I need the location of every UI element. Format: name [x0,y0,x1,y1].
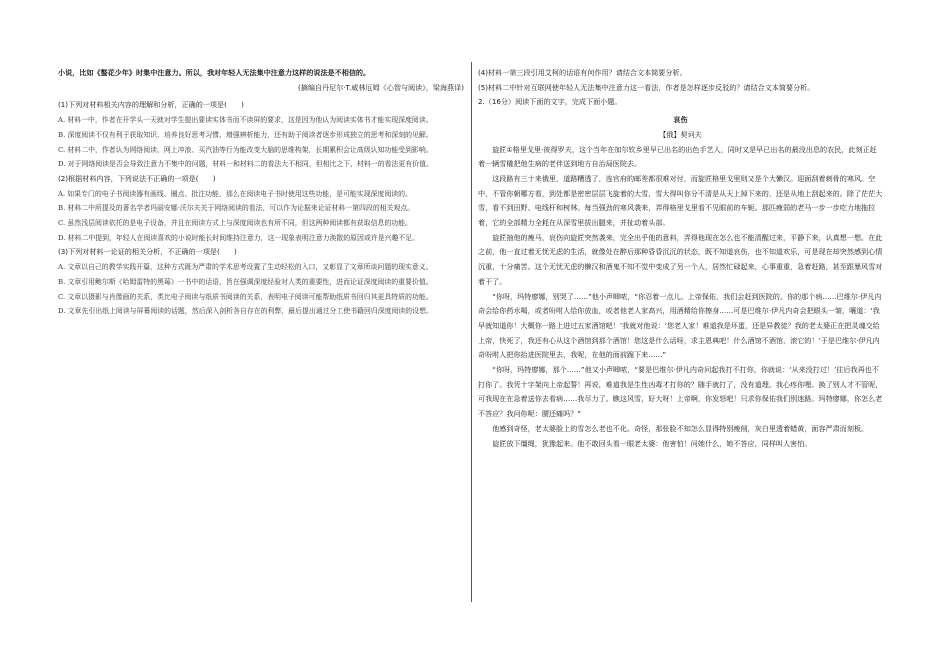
question-3-option-a: A. 文章以自己的教学实践开篇，这种方式既为严肃的学术思考设置了生动轻松的入口，又彰显了文章所谈问题的现实意义。 [58,263,433,272]
story-paragraph: 旋匠①格里戈里·彼得罗夫，这个当年在加尔钦乡里早已出名的出色手艺人，同时又是早已出名的最没出息的农民，此刻正赶着一辆雪橇把他生病的老伴送到地方自治局医院去。 [478,144,877,169]
question-1-option-a: A. 材料一中，作者在开学头一天就对学生提出要读实体书而不读屏的要求，这是因为他认为阅读实体书才能实现深度阅读。 [58,116,433,125]
question-3-option-d: D. 文章先引出纸上阅读与屏幕阅读的话题，然后深入剖析各自存在的利弊，最后提出通过分工使书籍回归深度阅读的设想。 [58,307,433,316]
left-column [58,66,464,319]
story-paragraph: 旋匠放下缰绳，犹豫起来。他不敢回头看一眼老太婆：他害怕！问她什么，她不答应，同样叫人害怕。 [492,438,812,448]
question-2-option-c: C. 虽然浅层阅读依托的是电子设备，并且在阅读方式上与深度阅读也有所不同，但这两种阅读都有获取信息的功能。 [58,219,412,228]
question-3-stem: (3)下列对材料一论证的相关分析，不正确的一项是( ) [58,247,237,257]
question-2-option-a: A. 如果专门的电子书阅读器有画线、圈点、批注功能，那么在阅读电子书时使用这些功能，是可能实现深度阅读的。 [58,189,412,198]
question-1-option-b: B. 深度阅读不仅有利于获取知识、培养良好思考习惯、增强辨析能力，还有助于阅读者逐步形成独立的思考和深刻的见解。 [58,130,433,139]
question-3-option-b: B. 文章引用鲍尔斯《哈姆雷特的黑莓》一书中的话语，旨在强调深度经验对人类的重要性，进而论证深度阅读的重要价值。 [58,277,433,286]
question-1-stem: (1)下列对材料相关内容的理解和分析，正确的一项是( ) [58,100,244,110]
question-5: (5)材料二中针对互联网使年轻人无法集中注意力这一看法，作者是怎样逐步反驳的？请结合文本简要分析。 [478,82,815,92]
story-paragraph: “你呀，玛特廖娜，那个……”他又小声唧哝，“要是巴维尔·伊凡内奇问起我打不打你，你就说：‘从来没打过！’往后我再也不打你了。我凭十字架向上帝起誓！再说，难道我是生性凶毒才打你的？随手就打了，没有道理。我心疼你哩。换了别人才不管呢，可我现在在急着送你去看病……我尽力了。瞧这风雪，好大呀！上帝啊，你发怒吧！只求你保佑我们别迷路。玛特廖娜，你怎么老不答应？我问你呢：腰还痛吗？” [478,365,883,419]
story-author: 【俄】契诃夫 [659,129,702,139]
question-3-option-c: C. 文章以摄影与肖像画的关系，类比电子阅读与纸质书阅读的关系，表明电子阅读可能帮助纸质书回归其更具特质的功能。 [58,292,433,301]
section-2-heading: 2.（16分）阅读下面的文字，完成下面小题。 [478,97,622,107]
story-title: 哀伤 [673,115,688,125]
question-2-stem: (2)根据材料内容，下列说法不正确的一项是( ) [58,173,216,183]
source-citation: (摘编自丹尼尔·T.威林厄姆《心智与阅读》，梁海燕译) [297,82,464,92]
question-2-option-b: B. 材料二中所提及的著名学者玛丽安娜·沃尔夫关于网络阅读的看法，可以作为论据来论证材料一第四段的相关观点。 [58,204,415,213]
column-divider [471,62,472,602]
story-paragraph: 他感到奇怪，老太婆脸上的雪怎么老也不化。奇怪，那张脸不知怎么显得特别瘦削，灰白里透着蜡黄，面容严肃而刻板。 [492,423,869,433]
story-paragraph: 这段路有三十来俄里，道路糟透了，连官府的邮差都很难对付，而旋匠格里戈里则又是个大懒汉。迎面刮着刺骨的寒风。空中，不管你朝哪方看，到处都是密密层层飞旋着的大雪，雪大得叫你分不清是从天上掉下来的，还是从地上刮起来的。除了茫茫大雪，看不到田野、电线杆和树林。每当强劲的寒风袭来，弄得格里戈里看不见眼前的车轭。那匹瘦弱的老马一步一步吃力地拖拉着，它的全部精力全耗在从深雪里拔出腿来，并扯动着头部。 [478,173,883,228]
question-1-option-c: C. 材料二中，作者认为网络阅读、网上冲浪、买汽油等行为能改变大脑的思维构架，长期累积会让高级认知功能受到影响。 [58,145,433,154]
question-1-option-d: D. 对于网络阅读是否会导致注意力不集中的问题，材料一和材料二的看法大不相同，但相比之下，材料一的看法更有价值。 [58,160,433,169]
question-2-option-d: D. 材料二中提到，年轻人在阅读喜欢的小说时能长时间维持注意力，这一现象表明注意力涣散的原因或许是兴趣不足。 [58,233,420,242]
intro-line: 小说，比如《螯花少年》时集中注意力。所以，我对年轻人无法集中注意力这样的说法是不相信的。 [58,68,371,77]
right-column [478,66,883,451]
story-paragraph: 旋匠抽他的瘦马，哀伤向旋匠突然袭来，完全出乎他的意料，弄得他现在怎么也不能清醒过来，平静下来，认真想一想。在此之前，他一直过着无忧无虑的生活，就像处在醉后那种昏昏沉沉的状态，既不知道哀伤，也不知道欢乐，可是现在却突然感到心情沉重，十分痛苦。这个无忧无虑的懒汉和酒鬼不知不觉中变成了另一个人，居然忙碌起来，心事重重，急着赶路，甚至跟暴风雪对着干了。 [478,232,883,286]
story-paragraph: “你呀，玛特廖娜，别哭了……”他小声唧哝，“你忍着一点儿。上帝保佑，我们会赶到医院的。你的那个病……巴维尔·伊凡内奇会给你药水喝，或者吩咐人给你放血，或者他老人家高兴，用酒精给你擦身……可是巴维尔·伊凡内奇会把眼头一皱，嚷道：‘我早就知道你！大概你一路上进过五家酒馆吧！’我就对他说：‘您老人家！难道我是坏蛋，还是异教徒？我的老太婆正在把灵魂交给上帝，快死了，我还有心从这个酒馆到那个酒馆！您这是什么话呀，求主恩典吧！什么酒馆不酒馆，滚它的！’于是巴维尔·伊凡内奇吩咐人把你抬进医院里去，我呢，在他的面前跪下来……” [478,291,882,360]
question-4: (4)材料一第三段引用艾柯的话语有何作用？请结合文本简要分析。 [478,68,687,77]
